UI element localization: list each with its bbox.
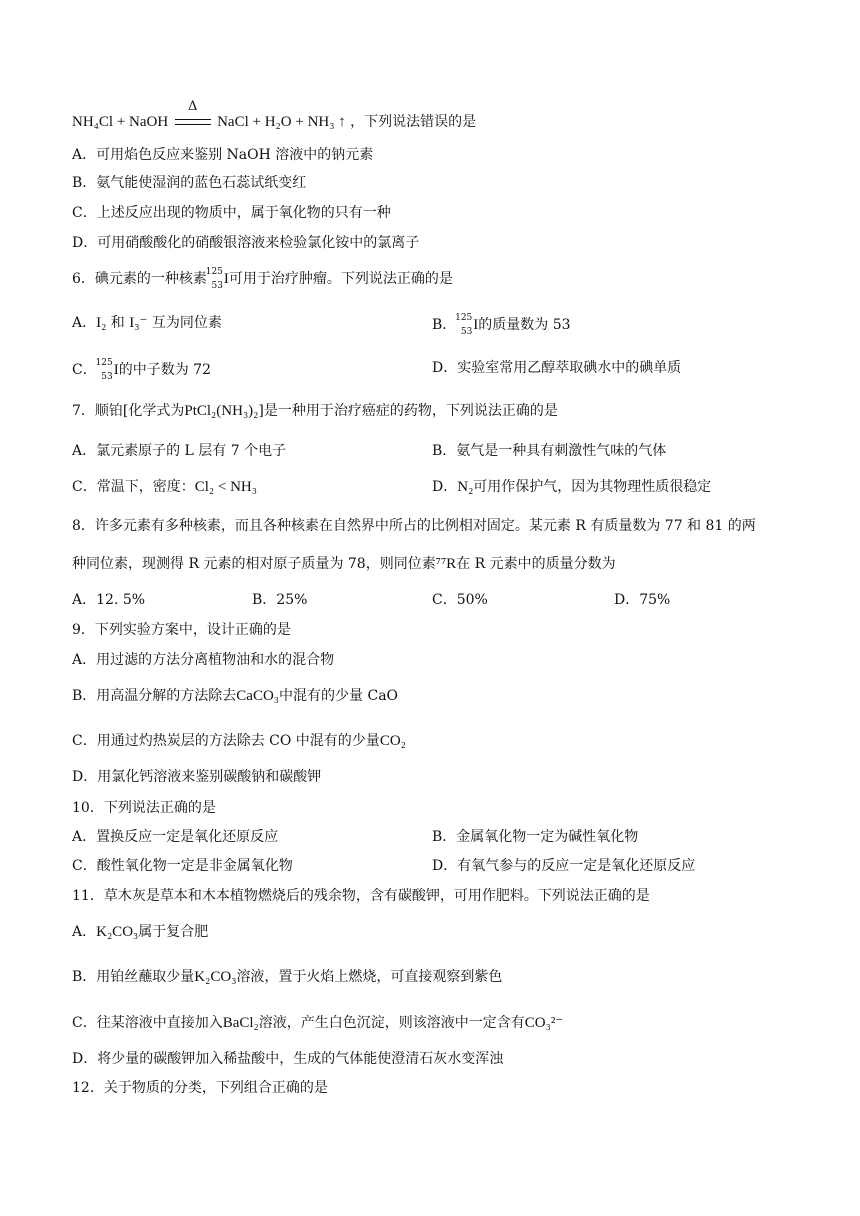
q7-option-d bbox=[432, 477, 711, 497]
q8-option-a: A．12. 5% bbox=[72, 592, 146, 608]
option-letter: A． bbox=[72, 924, 97, 940]
q6-option-d: D．实验室常用乙醇萃取碘水中的碘单质 bbox=[432, 360, 682, 376]
q8-option-b: B．25% bbox=[252, 592, 308, 608]
q11-option-a bbox=[72, 922, 208, 942]
mass-number: 125 bbox=[455, 313, 473, 323]
q7-option-c bbox=[72, 477, 257, 497]
q8-stem-line1: 8．许多元素有多种核素，而且各种核素在自然界中所占的比例相对固定。某元素 R 有质量数为 77 和 81 的两 bbox=[72, 518, 756, 534]
formula-cisplatin: PtCl₂(NH₃)₂ bbox=[184, 403, 259, 419]
q11-option-d: D．将少量的碳酸钾加入稀盐酸中，生成的气体能使澄清石灰水变浑浊 bbox=[72, 1051, 504, 1067]
q5-option-b: B．氨气能使湿润的蓝色石蕊试纸变红 bbox=[72, 175, 307, 191]
heating-condition: Δ bbox=[187, 99, 198, 114]
q6-option-b bbox=[432, 313, 571, 337]
text: 的中子数为 72 bbox=[118, 362, 211, 378]
element-symbol: I bbox=[113, 362, 119, 378]
q10-option-a: A．置换反应一定是氧化还原反应 bbox=[72, 829, 279, 845]
heating-equals-sign bbox=[173, 99, 213, 132]
formula-co2: CO₂ bbox=[379, 733, 406, 749]
q10-option-c: C．酸性氧化物一定是非金属氧化物 bbox=[72, 858, 293, 874]
q5-option-c: C．上述反应出现的物质中，属于氧化物的只有一种 bbox=[72, 205, 391, 221]
text: 溶液，置于火焰上燃烧，可直接观察到紫色 bbox=[236, 969, 503, 985]
q6-option-a bbox=[72, 313, 222, 333]
q11-option-b bbox=[72, 967, 502, 987]
q10-option-d: D．有氧气参与的反应一定是氧化还原反应 bbox=[432, 858, 696, 874]
q12-stem: 12．关于物质的分类，下列组合正确的是 bbox=[72, 1080, 328, 1096]
formula-caco3: CaCO₃ bbox=[236, 688, 280, 704]
text: C．往某溶液中直接加入 bbox=[72, 1015, 223, 1031]
atomic-number: 53 bbox=[460, 327, 473, 337]
mass-number: 125 bbox=[95, 358, 113, 368]
q9-option-d: D．用氯化钙溶液来鉴别碳酸钠和碳酸钾 bbox=[72, 769, 322, 785]
nuclide-i125 bbox=[207, 267, 223, 291]
text: 中混有的少量 CaO bbox=[279, 688, 399, 704]
formula-carbonate-ion: CO₃²⁻ bbox=[524, 1015, 564, 1031]
text: 种同位素，现测得 R 元素的相对原子质量为 78，则同位素 bbox=[72, 556, 436, 572]
text: 的质量数为 53 bbox=[478, 317, 571, 333]
text: 溶液，产生白色沉淀，则该溶液中一定含有 bbox=[258, 1015, 525, 1031]
q7-option-a: A．氯元素原子的 L 层有 7 个电子 bbox=[72, 443, 287, 459]
option-letter: D． bbox=[432, 479, 458, 495]
text: C．用通过灼热炭层的方法除去 CO 中混有的少量 bbox=[72, 733, 380, 749]
nuclide-r77: ⁷⁷R bbox=[435, 556, 457, 572]
formula-bacl2: BaCl₂ bbox=[222, 1015, 259, 1031]
q7-stem-pre: 7．顺铂[化学式为 bbox=[72, 403, 185, 419]
q5-stem bbox=[72, 99, 477, 132]
q9-stem: 9．下列实验方案中，设计正确的是 bbox=[72, 622, 291, 638]
q7-option-b: B．氨气是一种具有刺激性气味的气体 bbox=[432, 443, 667, 459]
text: 和 bbox=[106, 315, 130, 331]
q8-option-d: D．75% bbox=[614, 592, 671, 608]
q9-option-c bbox=[72, 731, 406, 751]
nuclide-i125 bbox=[97, 358, 113, 382]
q6-stem-pre: 6．碘元素的一种核素 bbox=[72, 271, 207, 287]
text: C．常温下，密度： bbox=[72, 479, 195, 495]
text: 可用作保护气，因为其物理性质很稳定 bbox=[473, 479, 712, 495]
option-letter: A． bbox=[72, 315, 97, 331]
atomic-number: 53 bbox=[211, 281, 223, 291]
text: B．用高温分解的方法除去 bbox=[72, 688, 237, 704]
formula-n2: N₂ bbox=[457, 479, 474, 495]
text: 在 R 元素中的质量分数为 bbox=[456, 556, 616, 572]
q11-stem: 11．草木灰是草本和木本植物燃烧后的残余物，含有碳酸钾，可用作肥料。下列说法正确的是 bbox=[72, 888, 650, 904]
q5-stem-text: ，下列说法错误的是 bbox=[350, 114, 477, 130]
q10-stem: 10．下列说法正确的是 bbox=[72, 800, 216, 816]
text: B．用铂丝蘸取少量 bbox=[72, 969, 195, 985]
q5-option-a: A．可用焰色反应来鉴别 NaOH 溶液中的钠元素 bbox=[72, 147, 374, 163]
equation-reactants: NH₄Cl + NaOH bbox=[72, 114, 169, 130]
formula-i2: I₂ bbox=[96, 315, 107, 331]
q8-option-c: C．50% bbox=[432, 592, 488, 608]
q10-option-b: B．金属氧化物一定为碱性氧化物 bbox=[432, 829, 639, 845]
q6-stem-post: 可用于治疗肿瘤。下列说法正确的是 bbox=[228, 271, 453, 287]
q9-option-b bbox=[72, 686, 398, 706]
mass-number: 125 bbox=[205, 267, 223, 277]
q7-stem-post: ]是一种用于治疗癌症的药物，下列说法正确的是 bbox=[258, 403, 558, 419]
text: 互为同位素 bbox=[147, 315, 222, 331]
nuclide-i125 bbox=[456, 313, 472, 337]
text: 属于复合肥 bbox=[138, 924, 209, 940]
option-letter: B． bbox=[432, 317, 457, 333]
q6-option-c bbox=[72, 358, 211, 382]
formula-k2co3: K₂CO₃ bbox=[194, 969, 237, 985]
density-comparison: Cl₂ < NH₃ bbox=[194, 479, 257, 495]
element-symbol: I bbox=[223, 271, 229, 287]
q9-option-a: A．用过滤的方法分离植物油和水的混合物 bbox=[72, 652, 335, 668]
q6-stem bbox=[72, 267, 453, 291]
q7-stem bbox=[72, 401, 558, 421]
element-symbol: I bbox=[473, 317, 479, 333]
equation-products: NaCl + H₂O + NH₃ ↑ bbox=[217, 114, 346, 130]
formula-i3-ion: I₃⁻ bbox=[129, 315, 148, 331]
q11-option-c bbox=[72, 1013, 563, 1033]
option-letter: C． bbox=[72, 362, 97, 378]
atomic-number: 53 bbox=[101, 372, 113, 382]
formula-k2co3: K₂CO₃ bbox=[96, 924, 139, 940]
q8-stem-line2 bbox=[72, 554, 616, 574]
q5-option-d: D．可用硝酸酸化的硝酸银溶液来检验氯化铵中的氯离子 bbox=[72, 235, 420, 251]
